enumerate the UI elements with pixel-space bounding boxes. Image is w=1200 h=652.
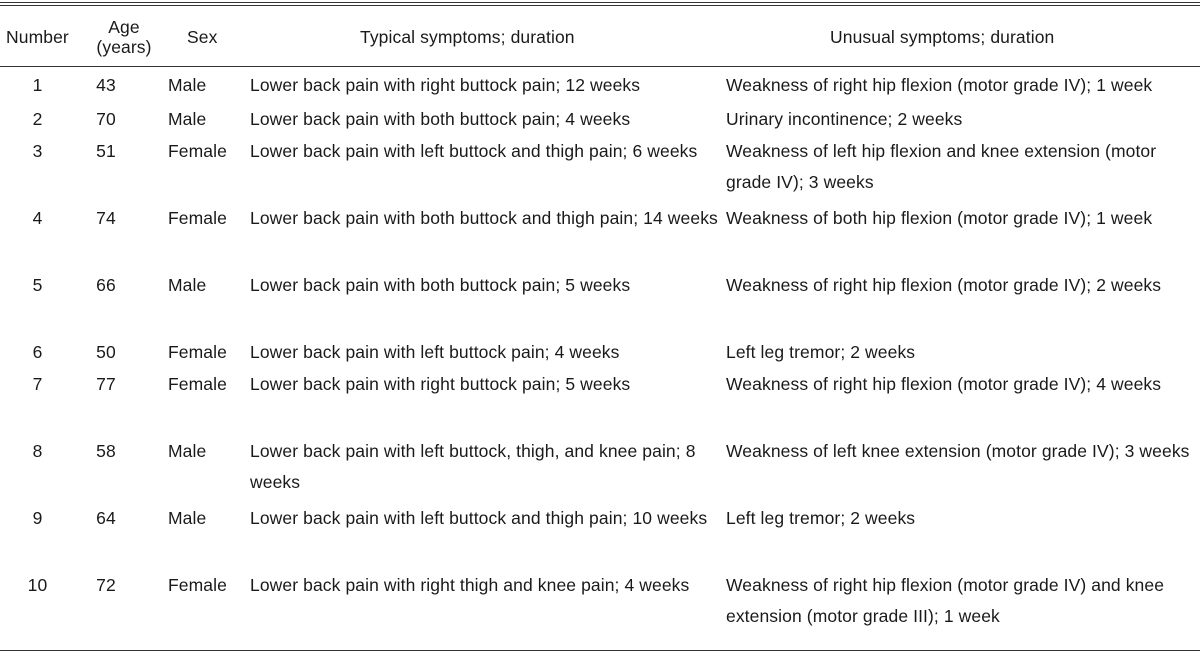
table-row <box>0 369 1200 436</box>
header-row <box>0 7 1200 66</box>
table-row <box>0 570 1200 638</box>
table-row <box>0 270 1200 337</box>
cell-unusual-symptoms: Weakness of right hip flexion (motor grade IV); 4 weeks <box>726 374 1162 394</box>
top-rule-inner <box>0 5 1200 6</box>
cell-age: 70 <box>96 109 116 129</box>
cell-unusual-symptoms: Weakness of left hip flexion and knee extension (motor grade IV); 3 weeks <box>726 141 1157 192</box>
cell-age: 58 <box>96 441 116 461</box>
cell-unusual-symptoms: Weakness of right hip flexion (motor grade IV) and knee extension (motor grade III); 1 week <box>726 575 1165 626</box>
bottom-rule <box>0 650 1200 651</box>
table-row <box>0 503 1200 570</box>
header-number: Number <box>6 26 69 47</box>
header-unusual: Unusual symptoms; duration <box>830 26 1055 47</box>
header-sex: Sex <box>187 26 218 47</box>
cell-age: 64 <box>96 508 116 528</box>
cell-sex: Male <box>168 508 207 528</box>
cell-typical-symptoms: Lower back pain with right thigh and knee pain; 4 weeks <box>250 575 690 595</box>
cell-unusual-symptoms: Weakness of right hip flexion (motor grade IV); 1 week <box>726 75 1153 95</box>
symptoms-table <box>0 7 1200 638</box>
cell-unusual-symptoms: Weakness of left knee extension (motor grade IV); 3 weeks <box>726 441 1190 461</box>
cell-number: 3 <box>32 141 43 161</box>
table-row <box>0 104 1200 136</box>
cell-number: 9 <box>32 508 43 528</box>
cell-sex: Male <box>168 275 207 295</box>
cell-typical-symptoms: Lower back pain with right buttock pain; 5 weeks <box>250 374 631 394</box>
table-row <box>0 136 1200 203</box>
cell-age: 77 <box>96 374 116 394</box>
table-row <box>0 66 1200 104</box>
cell-age: 51 <box>96 141 116 161</box>
header-typical: Typical symptoms; duration <box>360 26 575 47</box>
cell-age: 66 <box>96 275 116 295</box>
cell-sex: Female <box>168 342 227 362</box>
cell-age: 43 <box>96 75 116 95</box>
header-age-line2: (years) <box>96 36 152 57</box>
cell-typical-symptoms: Lower back pain with both buttock and thigh pain; 14 weeks <box>250 208 718 228</box>
cell-number: 6 <box>32 342 43 362</box>
cell-unusual-symptoms: Weakness of right hip flexion (motor grade IV); 2 weeks <box>726 275 1162 295</box>
cell-number: 7 <box>32 374 43 394</box>
cell-number: 10 <box>27 575 48 595</box>
top-rule <box>0 2 1200 3</box>
cell-age: 72 <box>96 575 116 595</box>
cell-unusual-symptoms: Left leg tremor; 2 weeks <box>726 508 916 528</box>
cell-typical-symptoms: Lower back pain with both buttock pain; 5 weeks <box>250 275 631 295</box>
cell-number: 4 <box>32 208 43 228</box>
cell-sex: Male <box>168 75 207 95</box>
cell-unusual-symptoms: Urinary incontinence; 2 weeks <box>726 109 963 129</box>
cell-typical-symptoms: Lower back pain with left buttock and thigh pain; 10 weeks <box>250 508 708 528</box>
cell-sex: Female <box>168 141 227 161</box>
cell-typical-symptoms: Lower back pain with left buttock pain; 4 weeks <box>250 342 620 362</box>
cell-age: 74 <box>96 208 116 228</box>
cell-number: 2 <box>32 109 43 129</box>
header-age <box>83 7 165 66</box>
cell-unusual-symptoms: Weakness of both hip flexion (motor grade IV); 1 week <box>726 208 1153 228</box>
header-age-line1: Age <box>108 16 140 37</box>
cell-sex: Male <box>168 441 207 461</box>
table-row <box>0 203 1200 270</box>
cell-sex: Female <box>168 208 227 228</box>
cell-number: 5 <box>32 275 43 295</box>
cell-typical-symptoms: Lower back pain with left buttock and thigh pain; 6 weeks <box>250 141 698 161</box>
cell-typical-symptoms: Lower back pain with both buttock pain; 4 weeks <box>250 109 631 129</box>
cell-sex: Female <box>168 575 227 595</box>
table-row <box>0 436 1200 503</box>
cell-typical-symptoms: Lower back pain with right buttock pain; 12 weeks <box>250 75 641 95</box>
cell-number: 8 <box>32 441 43 461</box>
cell-sex: Female <box>168 374 227 394</box>
cell-age: 50 <box>96 342 116 362</box>
cell-sex: Male <box>168 109 207 129</box>
cell-number: 1 <box>32 75 43 95</box>
table-row <box>0 337 1200 369</box>
cell-unusual-symptoms: Left leg tremor; 2 weeks <box>726 342 916 362</box>
cell-typical-symptoms: Lower back pain with left buttock, thigh, and knee pain; 8 weeks <box>250 441 696 492</box>
